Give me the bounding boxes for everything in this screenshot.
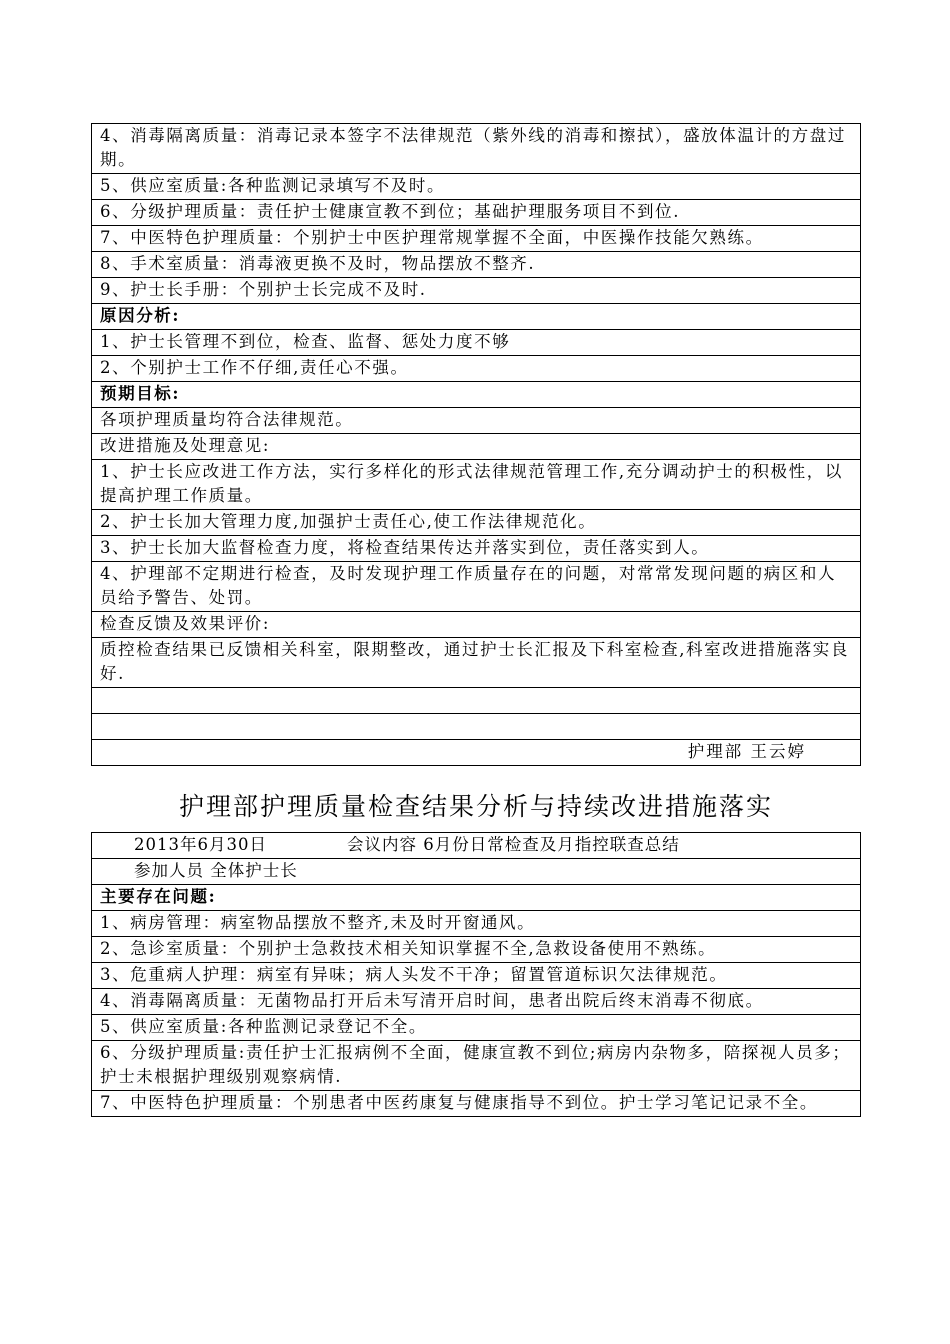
feedback-heading: 检查反馈及效果评价:: [92, 611, 860, 637]
problem-row: 7、中医特色护理质量：个别患者中医药康复与健康指导不到位。护士学习笔记记录不全。: [92, 1090, 860, 1116]
document-title: 护理部护理质量检查结果分析与持续改进措施落实: [178, 792, 773, 821]
meeting-date: 2013年6月30日: [134, 835, 267, 854]
problem-row: 5、供应室质量:各种监测记录登记不全。: [92, 1014, 860, 1040]
cause-row: 2、个别护士工作不仔细,责任心不强。: [92, 355, 860, 381]
issue-row: 9、护士长手册：个别护士长完成不及时.: [92, 277, 860, 303]
problem-row: 3、危重病人护理：病室有异味；病人头发不干净；留置管道标识欠法律规范。: [92, 962, 860, 988]
measure-row: 4、护理部不定期进行检查，及时发现护理工作质量存在的问题，对常常发现问题的病区和人员给予警告、处罚。: [92, 561, 860, 611]
participants: 参加人员 全体护士长: [92, 858, 860, 884]
issue-row: 7、中医特色护理质量：个别护士中医护理常规掌握不全面，中医操作技能欠熟练。: [92, 225, 860, 251]
goal-heading: 预期目标:: [92, 381, 860, 407]
issue-row: 5、供应室质量:各种监测记录填写不及时。: [92, 173, 860, 199]
issue-row: 6、分级护理质量：责任护士健康宣教不到位；基础护理服务项目不到位.: [92, 199, 860, 225]
measures-heading: 改进措施及处理意见:: [92, 433, 860, 459]
measure-row: 3、护士长加大监督检查力度，将检查结果传达并落实到位，责任落实到人。: [92, 535, 860, 561]
goal-text: 各项护理质量均符合法律规范。: [92, 407, 860, 433]
measure-row: 2、护士长加大管理力度,加强护士责任心,使工作法律规范化。: [92, 509, 860, 535]
empty-row: [92, 687, 860, 713]
quality-table-continued: [91, 123, 861, 766]
feedback-text: 质控检查结果已反馈相关科室，限期整改，通过护士长汇报及下科室检查,科室改进措施落实良好.: [92, 637, 860, 687]
problem-row: 4、消毒隔离质量：无菌物品打开后未写清开启时间，患者出院后终末消毒不彻底。: [92, 988, 860, 1014]
issue-row: 4、消毒隔离质量：消毒记录本签字不法律规范（紫外线的消毒和擦拭），盛放体温计的方盘过期。: [100, 126, 846, 169]
cause-row: 1、护士长管理不到位，检查、监督、惩处力度不够: [92, 329, 860, 355]
cause-heading: 原因分析:: [92, 303, 860, 329]
problem-row: 1、病房管理：病室物品摆放不整齐,未及时开窗通风。: [92, 910, 860, 936]
measure-row: 1、护士长应改进工作方法，实行多样化的形式法律规范管理工作,充分调动护士的积极性，以提高护理工作质量。: [92, 459, 860, 509]
meeting-info-row: [92, 833, 860, 858]
meeting-content: 会议内容 6月份日常检查及月指控联查总结: [347, 835, 680, 854]
issue-row: 8、手术室质量：消毒液更换不及时，物品摆放不整齐.: [92, 251, 860, 277]
signature: 护理部 王云婷: [92, 739, 860, 765]
quality-table: [91, 832, 861, 1117]
problem-row: 6、分级护理质量:责任护士汇报病例不全面，健康宣教不到位;病房内杂物多，陪探视人员多；护士未根据护理级别观察病情.: [92, 1040, 860, 1090]
empty-row: [92, 713, 860, 739]
problems-heading: 主要存在问题:: [92, 884, 860, 910]
problem-row: 2、急诊室质量：个别护士急救技术相关知识掌握不全,急救设备使用不熟练。: [92, 936, 860, 962]
